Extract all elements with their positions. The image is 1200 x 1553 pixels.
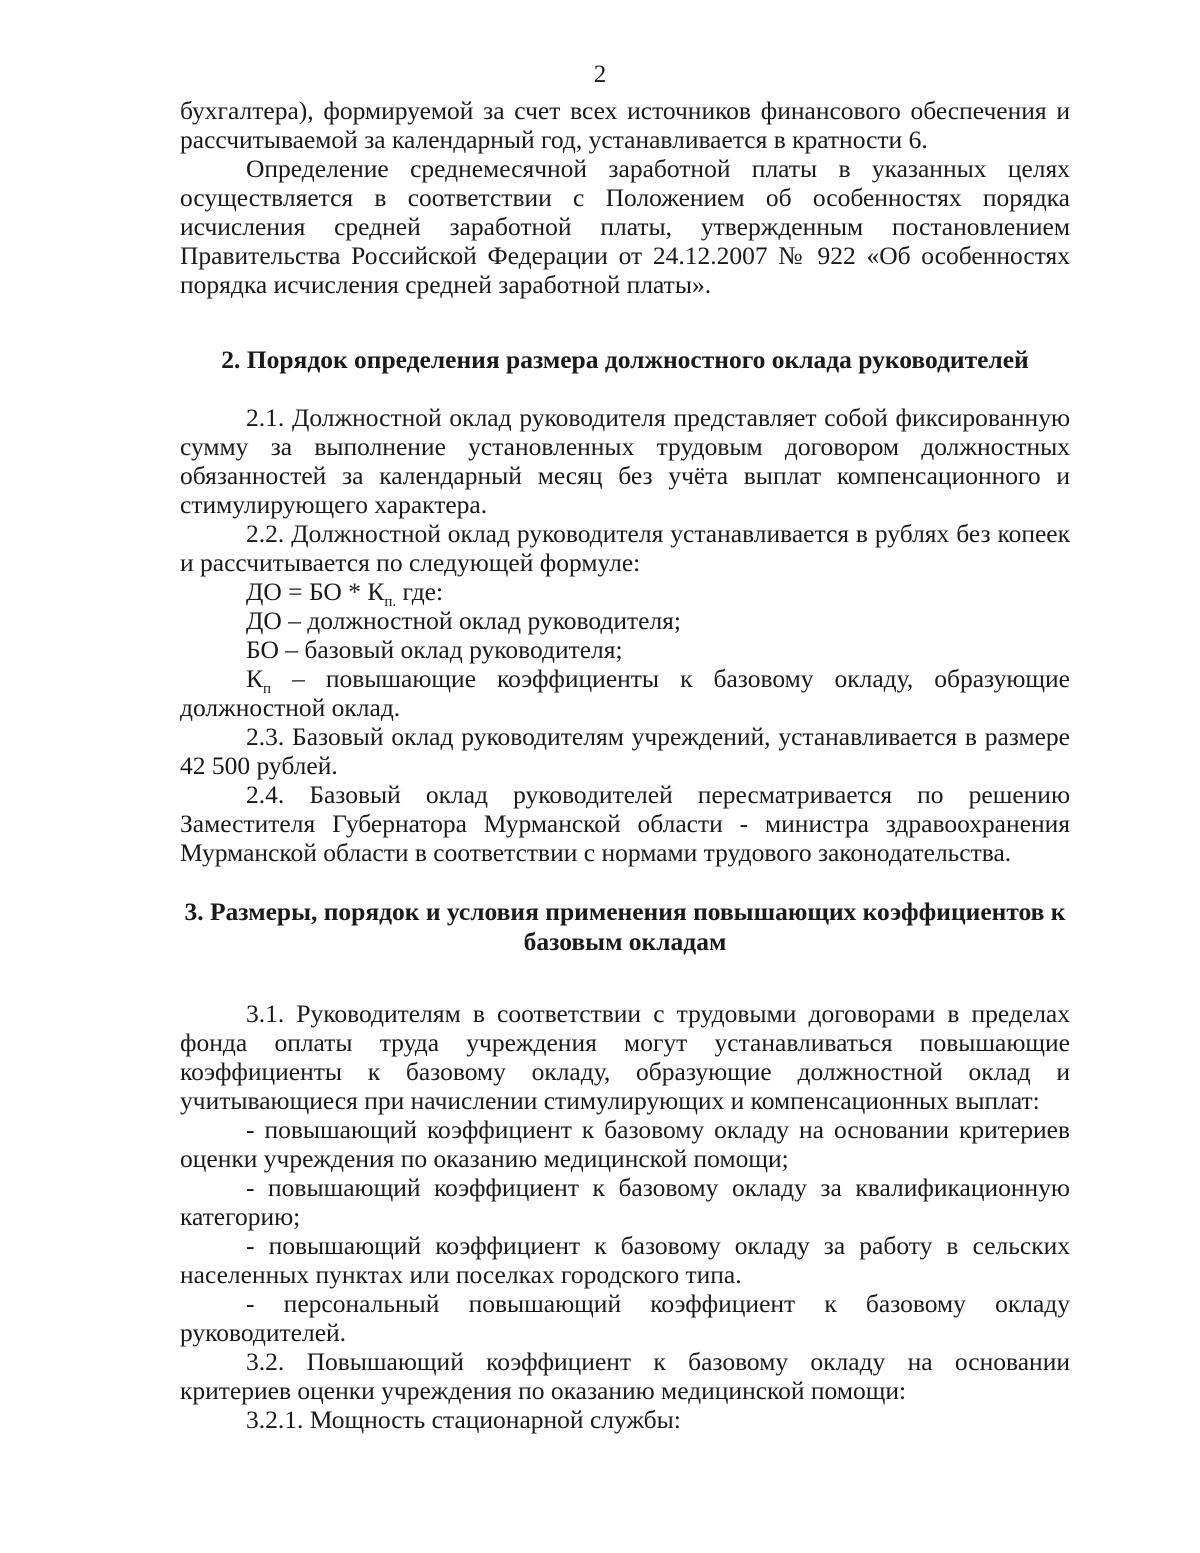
definition-do: ДО – должностной оклад руководителя; xyxy=(246,606,681,635)
definition-k-symbol: К xyxy=(246,664,264,693)
list-item: - повышающий коэффициент к базовому окладу за работу в сельских населенных пунктах или поселках городского типа. xyxy=(180,1231,1070,1289)
definition-k xyxy=(180,664,1070,722)
intro-paragraph-1: бухгалтера), формируемой за счет всех источников финансового обеспечения и рассчитываемой за календарный год, устанавливается в кратности 6. xyxy=(180,96,1070,154)
definition-bo: БО – базовый оклад руководителя; xyxy=(246,635,623,664)
clause-2-1: 2.1. Должностной оклад руководителя представляет собой фиксированную сумму за выполнение установленных трудовым договором должностных обязанностей за календарный месяц без учёта выплат компенсационного и стимулирующего характера. xyxy=(180,403,1070,519)
salary-formula xyxy=(180,577,1070,611)
list-item: - повышающий коэффициент к базовому окладу за квалификационную категорию; xyxy=(180,1173,1070,1231)
list-item: - повышающий коэффициент к базовому окладу на основании критериев оценки учреждения по оказанию медицинской помощи; xyxy=(180,1115,1070,1173)
definition-k-text: – повышающие коэффициенты к базовому окладу, образующие должностной оклад. xyxy=(180,664,1070,722)
formula-subscript: п. xyxy=(384,594,397,611)
section-2-heading: 2. Порядок определения размера должностного оклада руководителей xyxy=(221,345,1029,374)
list-item: - персональный повышающий коэффициент к базовому окладу руководителей. xyxy=(180,1289,1070,1347)
section-3-heading: 3. Размеры, порядок и условия применения повышающих коэффициентов к базовым окладам xyxy=(184,897,1066,956)
page-number: 2 xyxy=(593,61,607,88)
clause-2-3: 2.3. Базовый оклад руководителям учреждений, устанавливается в размере 42 500 рублей. xyxy=(180,722,1070,780)
clause-3-2: 3.2. Повышающий коэффициент к базовому окладу на основании критериев оценки учреждения по оказанию медицинской помощи: xyxy=(180,1347,1070,1405)
definition-k-subscript: п xyxy=(263,681,272,698)
clause-3-1: 3.1. Руководителям в соответствии с трудовыми договорами в пределах фонда оплаты труда учреждения могут устанавливаться повышающие коэффициенты к базовому окладу, образующие должностной оклад и учитывающиеся при начислении стимулирующих и компенсационных выплат: xyxy=(180,999,1070,1115)
formula-tail: где: xyxy=(396,577,444,606)
formula-main: ДО = БО * К xyxy=(246,577,385,606)
intro-paragraph-2: Определение среднемесячной заработной платы в указанных целях осуществляется в соответствии с Положением об особенностях порядка исчисления средней заработной платы, утвержденным постановлением Правительства Российской Федерации от 24.12.2007 № 922 «Об особенностях порядка исчисления средней заработной платы». xyxy=(180,154,1070,299)
clause-2-4: 2.4. Базовый оклад руководителей пересматривается по решению Заместителя Губернатора Мурманской области - министра здравоохранения Мурманской области в соответствии с нормами трудового законодательства. xyxy=(180,780,1070,867)
document-body xyxy=(180,96,1070,1434)
clause-2-2: 2.2. Должностной оклад руководителя устанавливается в рублях без копеек и рассчитывается по следующей формуле: xyxy=(180,519,1070,577)
clause-3-2-1: 3.2.1. Мощность стационарной службы: xyxy=(246,1405,681,1434)
